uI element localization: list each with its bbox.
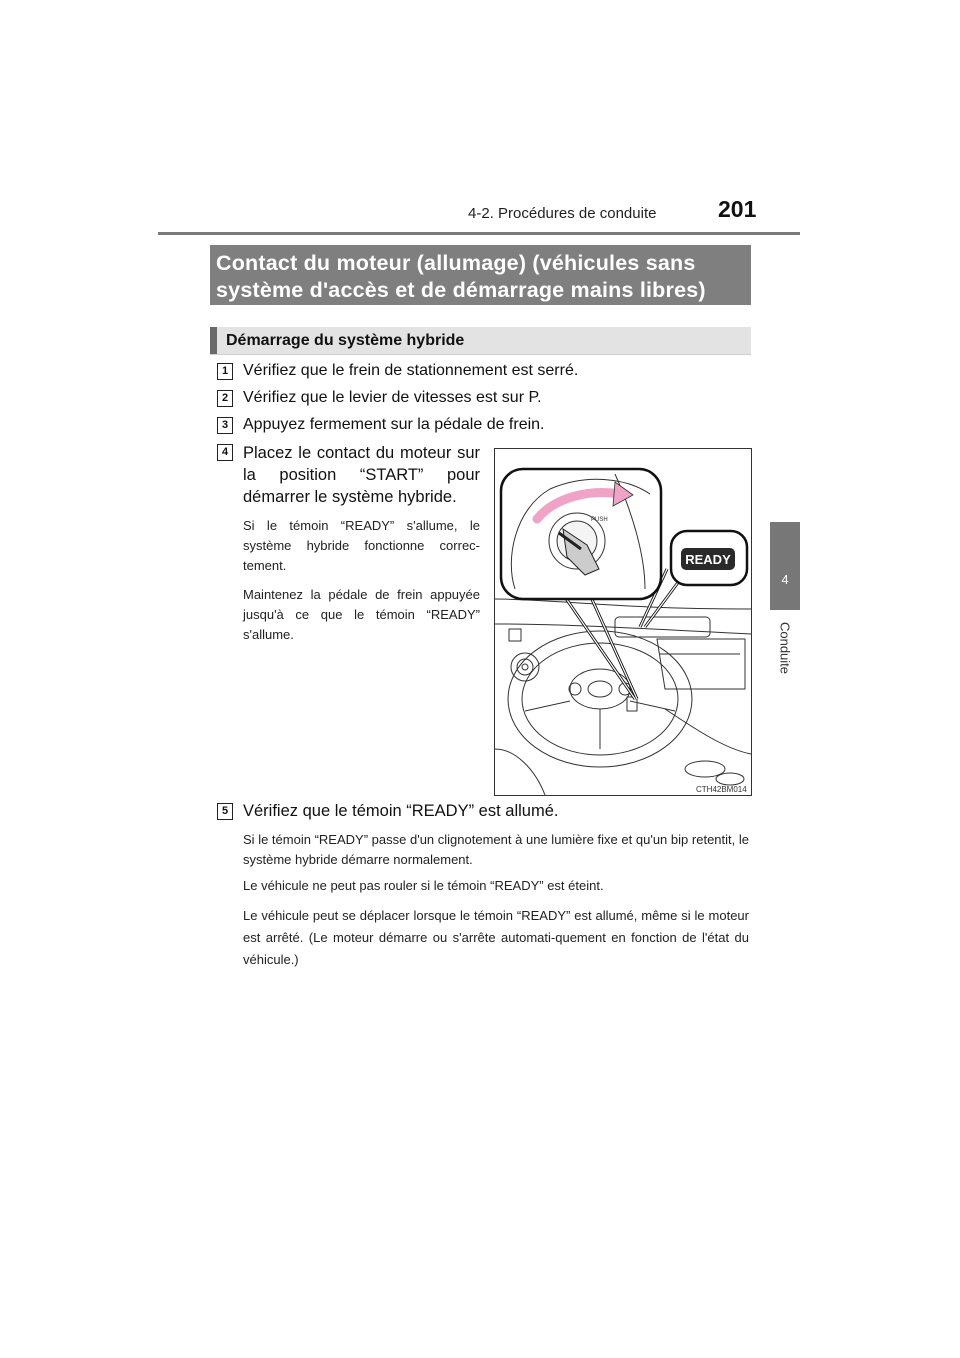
step-number-5: 5	[217, 803, 233, 820]
subsection-title: Démarrage du système hybride	[226, 332, 465, 349]
heading-line-1: Contact du moteur (allumage) (véhicules sans	[216, 251, 696, 275]
step-5-text: Vérifiez que le témoin “READY” est allumé.	[243, 802, 559, 820]
step-5-note-3: Le véhicule peut se déplacer lorsque le témoin “READY” est allumé, même si le moteur est arrêté. (Le moteur démarre ou s'arrête automati-quement en fonction de l'état du véhicule.)	[243, 908, 749, 967]
header-divider	[158, 232, 800, 235]
heading-line-2: système d'accès et de démarrage mains libres)	[216, 278, 706, 302]
step-2-text: Vérifiez que le levier de vitesses est sur P.	[243, 389, 542, 406]
step-3-text: Appuyez fermement sur la pédale de frein.	[243, 416, 545, 433]
figure-code: CTH42BM014	[696, 785, 747, 794]
step-5-note-1: Si le témoin “READY” passe d'un clignotement à une lumière fixe et qu'un bip retentit, le système hybride démarre normalement.	[243, 832, 749, 867]
push-label: PUSH	[591, 517, 608, 523]
chapter-label-wrap	[773, 618, 797, 678]
page-heading	[216, 250, 746, 304]
step-number-1: 1	[217, 363, 233, 380]
section-title: 4-2. Procédures de conduite	[468, 205, 657, 222]
dashboard-drawing	[495, 449, 751, 795]
step-number-3: 3	[217, 417, 233, 434]
step-1-text: Vérifiez que le frein de stationnement est serré.	[243, 362, 579, 379]
step-4-note-2: Maintenez la pédale de frein appuyée jusqu'à ce que le témoin “READY” s'allume.	[243, 587, 480, 642]
page-number: 201	[718, 196, 757, 222]
chapter-tab	[770, 522, 800, 610]
step-4-note-1: Si le témoin “READY” s'allume, le système hybride fonctionne correc-tement.	[243, 518, 480, 573]
chapter-number: 4	[781, 572, 789, 587]
ignition-illustration	[494, 448, 752, 796]
ready-indicator: READY	[685, 552, 731, 567]
step-4-text: Placez le contact du moteur sur la position “START” pour démarrer le système hybride.	[243, 444, 480, 506]
step-number-4: 4	[217, 444, 233, 461]
subsection-marker	[210, 327, 217, 354]
step-number-2: 2	[217, 390, 233, 407]
chapter-label: Conduite	[777, 621, 793, 675]
step-5-note-2: Le véhicule ne peut pas rouler si le témoin “READY” est éteint.	[243, 878, 604, 893]
